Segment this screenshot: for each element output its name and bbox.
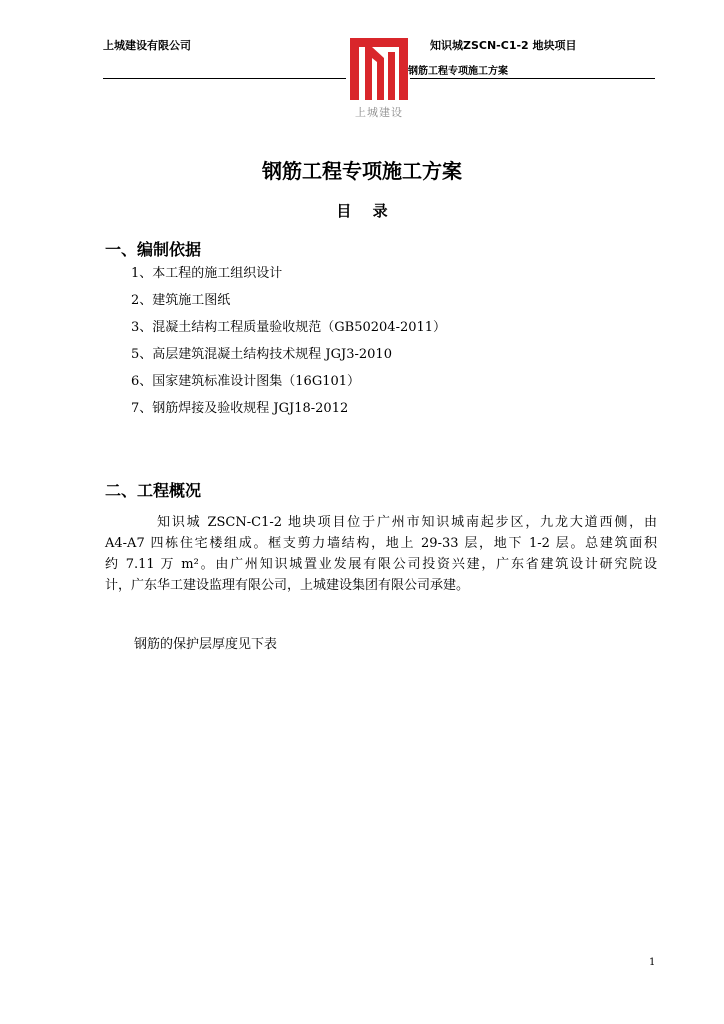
- paragraph-line: 知识城 ZSCN-C1-2 地块项目位于广州市知识城南起步区，九龙大道西侧，由: [157, 515, 657, 530]
- paragraph-line: 约 7.11 万 m²。由广州知识城置业发展有限公司投资兴建，广东省建筑设计研究院设: [105, 557, 657, 572]
- section-heading-overview: 二、工程概况: [105, 481, 202, 500]
- toc-label: 目 录: [336, 202, 396, 220]
- basis-list: [131, 265, 446, 427]
- header-rule-left: [103, 78, 346, 79]
- cover-note: 钢筋的保护层厚度见下表: [134, 637, 278, 652]
- company-logo-icon: [350, 38, 408, 100]
- section-heading-basis: 一、编制依据: [105, 240, 202, 259]
- header-subtitle: 钢筋工程专项施工方案: [408, 66, 508, 77]
- company-logo: [350, 38, 408, 120]
- header-project: 知识城ZSCN-C1-2 地块项目: [430, 39, 577, 52]
- list-item: 3、混凝土结构工程质量验收规范（GB50204-2011）: [131, 320, 447, 335]
- list-item: 7、钢筋焊接及验收规程 JGJ18-2012: [131, 401, 349, 416]
- header-rule-right: [410, 78, 655, 79]
- page-number: 1: [649, 957, 656, 968]
- overview-paragraph: [105, 512, 657, 596]
- list-item: 6、国家建筑标准设计图集（16G101）: [131, 374, 361, 389]
- list-item: 2、建筑施工图纸: [131, 293, 231, 308]
- paragraph-line: A4-A7 四栋住宅楼组成。框支剪力墙结构，地上 29-33 层，地下 1-2 层。总建筑面积: [105, 536, 657, 551]
- paragraph-line: 计，广东华工建设监理有限公司，上城建设集团有限公司承建。: [105, 578, 470, 593]
- header-company: 上城建设有限公司: [103, 39, 191, 52]
- list-item: 1、本工程的施工组织设计: [131, 266, 283, 281]
- document-title: 钢筋工程专项施工方案: [262, 159, 462, 183]
- logo-text: 上城建设: [355, 106, 403, 119]
- list-item: 5、高层建筑混凝土结构技术规程 JGJ3-2010: [131, 347, 392, 362]
